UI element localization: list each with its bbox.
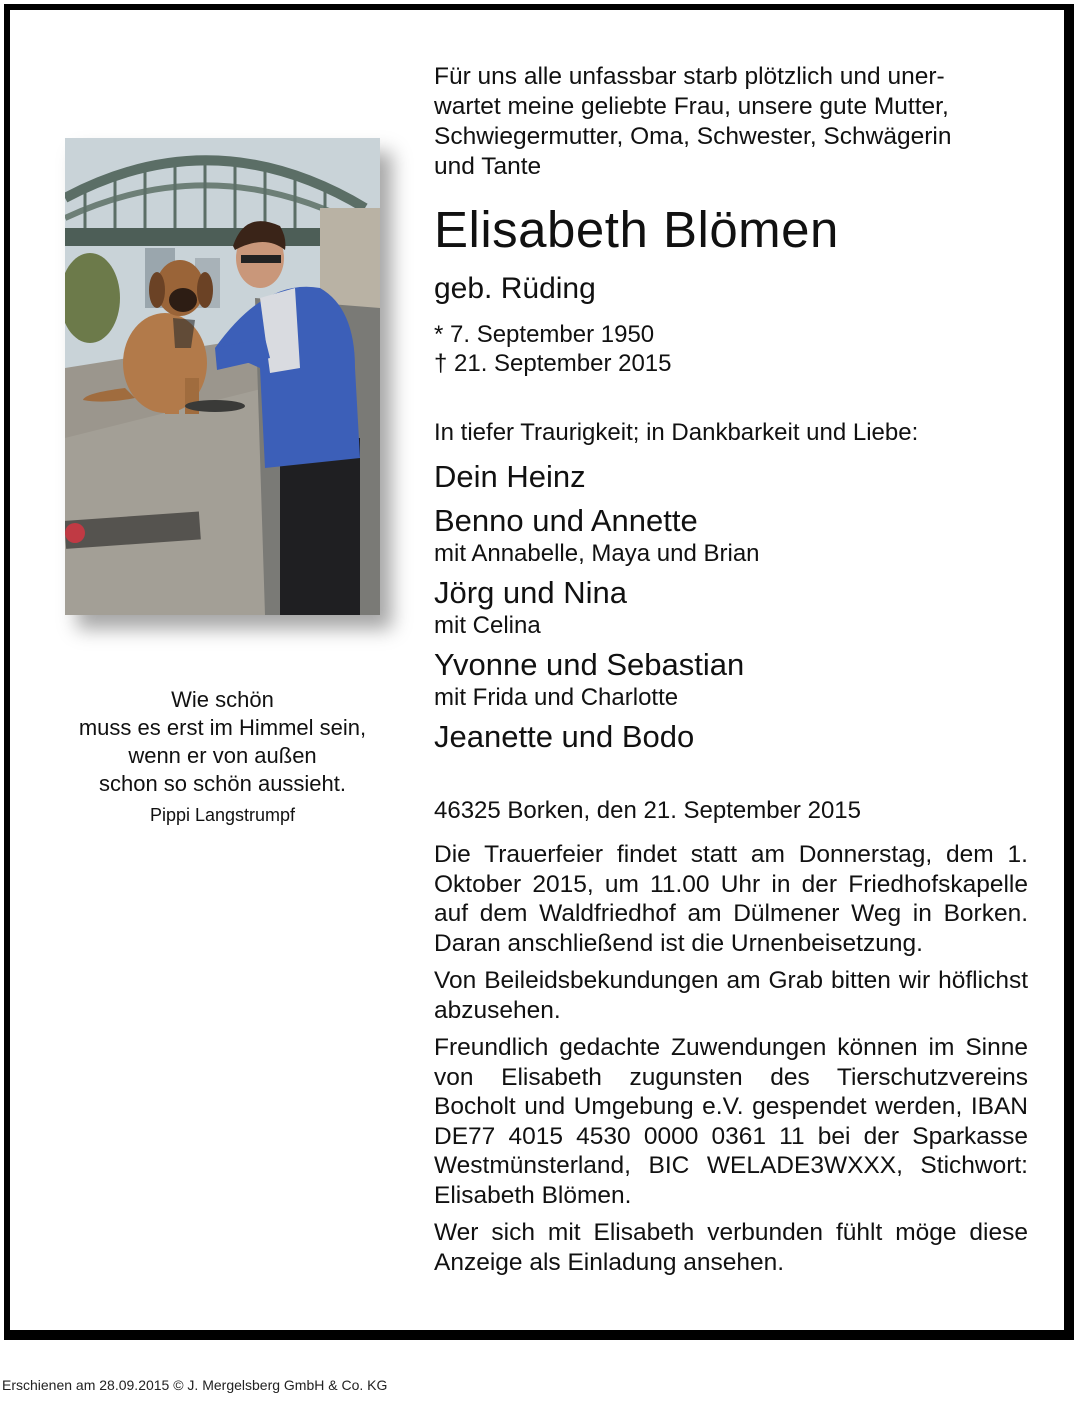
death-date: † 21. September 2015 <box>434 350 672 377</box>
family-main: Yvonne und Sebastian <box>434 647 745 682</box>
family-main: Jeanette und Bodo <box>434 719 695 754</box>
funeral-info: Die Trauerfeier findet statt am Donnerstag, dem 1. Oktober 2015, um 11.00 Uhr in der Friedhofskapelle auf dem Waldfriedhof am Dülmener Weg in Borken. Daran anschließend ist die Urnenbeisetzung. <box>434 841 1028 957</box>
mourning-line: In tiefer Traurigkeit; in Dankbarkeit und Liebe: <box>434 419 919 446</box>
quote-block <box>60 686 385 828</box>
family-main: Dein Heinz <box>434 459 586 494</box>
publication-footer: Erschienen am 28.09.2015 © J. Mergelsberg GmbH & Co. KG <box>2 1377 388 1393</box>
family-main: Benno und Annette <box>434 503 698 538</box>
birth-date: * 7. September 1950 <box>434 321 655 348</box>
family-main: Jörg und Nina <box>434 575 628 610</box>
quote-author: Pippi Langstrumpf <box>149 805 296 825</box>
family-sub: mit Frida und Charlotte <box>434 684 679 711</box>
intro-text <box>434 62 1028 182</box>
quote-line: schon so schön aussieht. <box>98 771 347 796</box>
family-entry <box>434 574 1028 640</box>
family-sub: mit Celina <box>434 612 541 639</box>
family-list <box>434 458 1028 762</box>
intro-line: und Tante <box>434 153 542 180</box>
details-paragraphs <box>434 840 1028 1285</box>
family-entry <box>434 458 1028 496</box>
place-date: 46325 Borken, den 21. September 2015 <box>434 797 861 824</box>
intro-line: Für uns alle unfassbar starb plötzlich und uner- <box>434 63 945 90</box>
quote-line: wenn er von außen <box>128 743 317 768</box>
life-dates <box>434 320 1028 378</box>
family-entry <box>434 718 1028 756</box>
invitation-note: Wer sich mit Elisabeth verbunden fühlt möge diese Anzeige als Einladung ansehen. <box>434 1219 1028 1276</box>
intro-line: Schwiegermutter, Oma, Schwester, Schwägerin <box>434 123 952 150</box>
quote-line: Wie schön <box>171 687 274 712</box>
intro-line: wartet meine geliebte Frau, unsere gute Mutter, <box>434 93 949 120</box>
family-entry <box>434 646 1028 712</box>
deceased-name: Elisabeth Blömen <box>434 201 839 258</box>
donation-info: Freundlich gedachte Zuwendungen können im Sinne von Elisabeth zugunsten des Tierschutzvereins Bocholt und Umgebung e.V. gespendet werden, IBAN DE77 4015 4530 0000 0361 11 bei der Sparkasse Westmünsterland, BIC WELADE3WXXX, Stichwort: Elisabeth Blömen. <box>434 1034 1028 1209</box>
maiden-name: geb. Rüding <box>434 272 596 305</box>
portrait-photo <box>65 138 380 615</box>
family-sub: mit Annabelle, Maya und Brian <box>434 540 760 567</box>
condolence-note: Von Beileidsbekundungen am Grab bitten wir höflichst abzusehen. <box>434 967 1028 1024</box>
quote-line: muss es erst im Himmel sein, <box>78 715 367 740</box>
family-entry <box>434 502 1028 568</box>
